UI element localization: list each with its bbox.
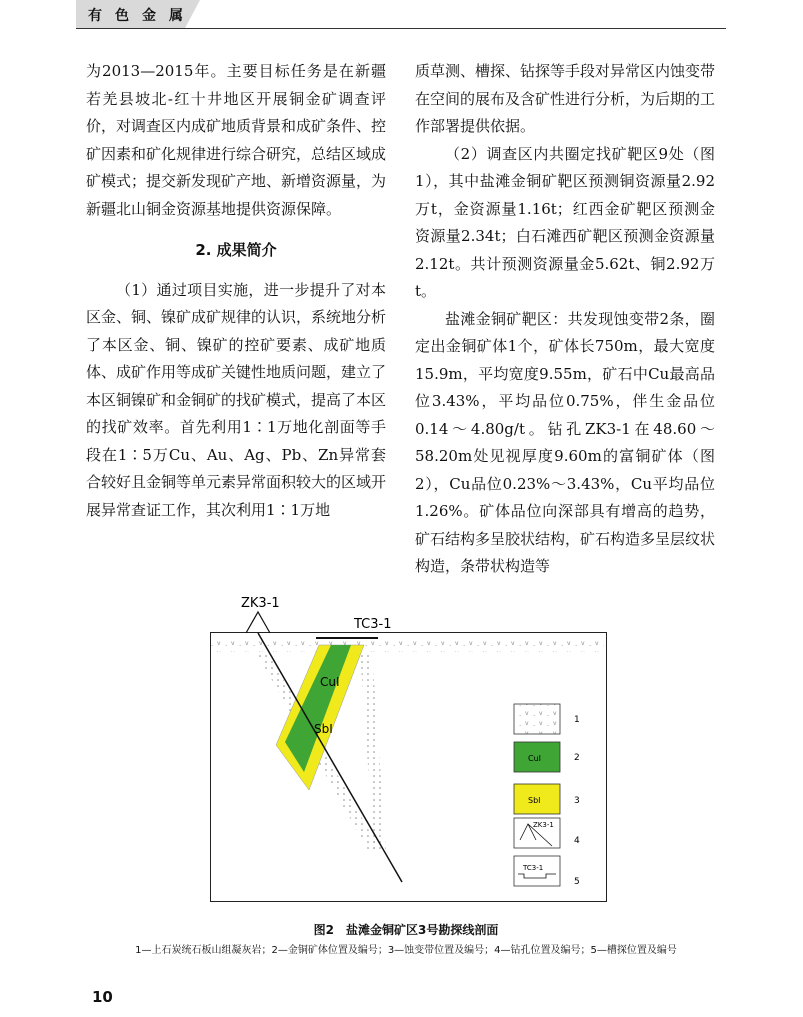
sb-zone-label: SbI (314, 722, 333, 736)
legend-2-text: CuI (528, 754, 542, 763)
legend-1-number: 1 (574, 715, 580, 725)
legend-2-number: 2 (574, 753, 580, 763)
figure-legend-note: 1—上石炭统石板山组凝灰岩；2—金铜矿体位置及编号；3—蚀变带位置及编号；4—钻孔位置及编号；5—槽探位置及编号 (135, 945, 677, 956)
cu-orebody-label: CuI (320, 675, 340, 689)
page-number: 10 (92, 988, 113, 1006)
legend-1-swatch (514, 704, 560, 734)
trench-label: TC3-1 (354, 617, 392, 632)
journal-title: 有色金属 (88, 8, 196, 24)
right-paragraph-1: 质草测、槽探、钻探等手段对异常区内蚀变带在空间的展布及含矿性进行分析，为后期的工作部署提供依据。 (415, 62, 716, 135)
legend-3-text: SbI (528, 796, 541, 805)
right-paragraph-3: 盐滩金铜矿靶区：共发现蚀变带2条，圈定出金铜矿体1个，矿体长750m，最大宽度15.9m，平均宽度9.55m，矿石中Cu最高品位3.43%，平均品位0.75%，伴生金品位0.14～4.80g/t。钻孔ZK3-1在48.60～58.20m处见视厚度9.60m的富铜矿体（图2），Cu品位0.23%～3.43%，Cu平均品位1.26%。矿体品位向深部具有增高的趋势，矿石结构多呈胶状结构，矿石构造多呈层纹状构造，条带状构造等 (415, 309, 716, 575)
legend-3-number: 3 (574, 796, 580, 806)
legend-5-trench-symbol (518, 874, 556, 878)
legend-5-number: 5 (574, 877, 580, 887)
drill-rig-marker (246, 612, 270, 633)
left-paragraph-1: 为2013—2015年。主要目标任务是在新疆若羌县坡北-红十井地区开展铜金矿调查评价，对调查区内成矿地质背景和成矿条件、控矿因素和矿化规律进行综合研究，总结区域成矿模式；提交新发现矿产地、新增资源量，为新疆北山铜金资源基地提供资源保障。 (86, 62, 387, 218)
legend-5-text: TC3-1 (523, 864, 544, 872)
section-heading: 2. 成果简介 (195, 241, 277, 259)
drill-label: ZK3-1 (241, 596, 280, 611)
left-paragraph-2: （1）通过项目实施，进一步提升了对本区金、铜、镍矿成矿规律的认识，系统地分析了本区金、铜、镍矿的控矿要素、成矿地质体、成矿作用等成矿关键性地质问题，建立了本区铜镍矿和金铜矿的找矿模式，提高了本区的找矿效率。首先利用1∶1万地化剖面等手段在1∶5万Cu、Au、Ag、Pb、Zn异常套合较好且金铜等单元素异常面积较大的区域开展异常查证工作，其次利用1∶1万地 (86, 280, 387, 519)
tuff-surface-band (211, 636, 604, 652)
legend-4-text: ZK3-1 (533, 821, 554, 829)
alteration-zone-right (360, 652, 386, 850)
right-paragraph-2: （2）调查区内共圈定找矿靶区9处（图1），其中盐滩金铜矿靶区预测铜资源量2.92万t，金资源量1.16t；红西金矿靶区预测金资源量2.34t；白石滩西矿靶区预测金资源量2.12t。共计预测资源量金5.62t、铜2.92万t。 (415, 144, 715, 300)
legend-4-number: 4 (574, 836, 580, 846)
figure-caption: 图2 盐滩金铜矿区3号勘探线剖面 (313, 923, 499, 937)
